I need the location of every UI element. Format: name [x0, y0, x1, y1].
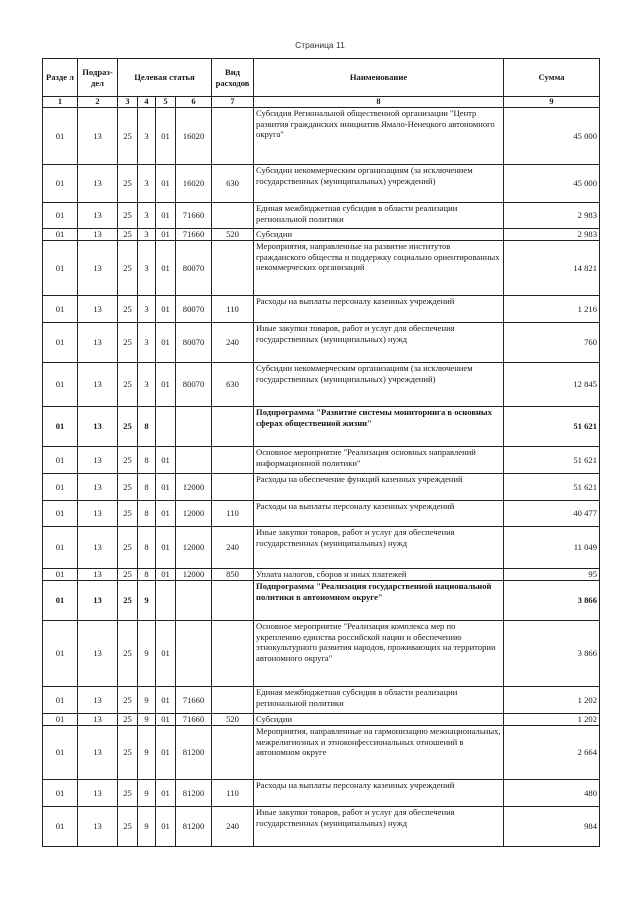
- cell-program: 25: [118, 229, 138, 241]
- cell-naimenovanie: Расходы на выплаты персоналу казенных учреждений: [254, 296, 504, 323]
- cell-subprogram: 3: [138, 229, 156, 241]
- cell-event: 01: [156, 474, 176, 501]
- cell-subprogram: 8: [138, 527, 156, 569]
- cell-direction: 80070: [176, 241, 212, 296]
- cell-vid-rashodov: [212, 687, 254, 714]
- cell-summa: 1 202: [504, 714, 600, 726]
- cell-vid-rashodov: 630: [212, 363, 254, 407]
- cell-podrazdel: 13: [78, 407, 118, 447]
- cell-naimenovanie: Основное мероприятие "Реализация комплекса мер по укреплению единства российской нации и обеспечению этнокультурного развития народов, проживающих на территории автономного округа": [254, 621, 504, 687]
- cell-program: 25: [118, 621, 138, 687]
- cell-subprogram: 3: [138, 363, 156, 407]
- table-row: [43, 687, 600, 714]
- cell-summa: 45 000: [504, 165, 600, 203]
- cell-podrazdel: 13: [78, 527, 118, 569]
- cell-summa: 14 821: [504, 241, 600, 296]
- cell-razdel: 01: [43, 296, 78, 323]
- cell-razdel: 01: [43, 363, 78, 407]
- cell-naimenovanie: Иные закупки товаров, работ и услуг для обеспечения государственных (муниципальных) нужд: [254, 323, 504, 363]
- table-row: [43, 527, 600, 569]
- cell-summa: 51 621: [504, 474, 600, 501]
- cell-naimenovanie: Иные закупки товаров, работ и услуг для обеспечения государственных (муниципальных) нужд: [254, 527, 504, 569]
- budget-table: [42, 58, 600, 847]
- cell-summa: 2 983: [504, 229, 600, 241]
- cell-subprogram: 3: [138, 165, 156, 203]
- cell-vid-rashodov: 110: [212, 296, 254, 323]
- cell-subprogram: 9: [138, 714, 156, 726]
- cell-razdel: 01: [43, 780, 78, 807]
- cell-direction: [176, 581, 212, 621]
- table-row: [43, 621, 600, 687]
- cell-summa: 45 000: [504, 108, 600, 165]
- column-number: 9: [504, 97, 600, 108]
- cell-direction: [176, 621, 212, 687]
- cell-event: 01: [156, 447, 176, 474]
- table-row: [43, 501, 600, 527]
- cell-program: 25: [118, 203, 138, 229]
- cell-podrazdel: 13: [78, 203, 118, 229]
- cell-razdel: 01: [43, 165, 78, 203]
- cell-direction: 16020: [176, 108, 212, 165]
- cell-podrazdel: 13: [78, 296, 118, 323]
- header-summa: Сумма: [504, 59, 600, 97]
- cell-razdel: 01: [43, 407, 78, 447]
- cell-subprogram: 9: [138, 807, 156, 847]
- cell-subprogram: 9: [138, 780, 156, 807]
- cell-program: 25: [118, 474, 138, 501]
- cell-direction: 81200: [176, 807, 212, 847]
- cell-razdel: 01: [43, 581, 78, 621]
- table-row: [43, 714, 600, 726]
- cell-naimenovanie: Субсидии: [254, 714, 504, 726]
- cell-subprogram: 8: [138, 569, 156, 581]
- cell-program: 25: [118, 687, 138, 714]
- cell-naimenovanie: Иные закупки товаров, работ и услуг для обеспечения государственных (муниципальных) нужд: [254, 807, 504, 847]
- header-naimenovanie: Наименование: [254, 59, 504, 97]
- cell-razdel: 01: [43, 241, 78, 296]
- cell-subprogram: 3: [138, 323, 156, 363]
- cell-naimenovanie: Основное мероприятие "Реализация основных направлений информационной политики": [254, 447, 504, 474]
- cell-vid-rashodov: 240: [212, 323, 254, 363]
- cell-summa: 51 621: [504, 407, 600, 447]
- cell-event: 01: [156, 569, 176, 581]
- cell-summa: 51 621: [504, 447, 600, 474]
- table-row: [43, 203, 600, 229]
- cell-vid-rashodov: 520: [212, 229, 254, 241]
- cell-vid-rashodov: [212, 241, 254, 296]
- cell-vid-rashodov: [212, 726, 254, 780]
- cell-naimenovanie: Расходы на обеспечение функций казенных учреждений: [254, 474, 504, 501]
- cell-direction: 71660: [176, 687, 212, 714]
- cell-event: 01: [156, 229, 176, 241]
- column-number: 3: [118, 97, 138, 108]
- cell-vid-rashodov: [212, 407, 254, 447]
- cell-event: 01: [156, 323, 176, 363]
- column-numbers-row: [43, 97, 600, 108]
- table-row: [43, 296, 600, 323]
- cell-naimenovanie: Подпрограмма "Реализация государственной национальной политики в автономном округе": [254, 581, 504, 621]
- cell-summa: 3 866: [504, 581, 600, 621]
- cell-naimenovanie: Единая межбюджетная субсидия в области реализации региональной политики: [254, 203, 504, 229]
- cell-podrazdel: 13: [78, 165, 118, 203]
- cell-razdel: 01: [43, 323, 78, 363]
- column-number: 4: [138, 97, 156, 108]
- cell-direction: 12000: [176, 501, 212, 527]
- cell-podrazdel: 13: [78, 501, 118, 527]
- cell-naimenovanie: Расходы на выплаты персоналу казенных учреждений: [254, 780, 504, 807]
- cell-direction: [176, 407, 212, 447]
- cell-podrazdel: 13: [78, 474, 118, 501]
- table-row: [43, 780, 600, 807]
- cell-program: 25: [118, 165, 138, 203]
- table-row: [43, 474, 600, 501]
- cell-event: 01: [156, 296, 176, 323]
- cell-direction: 12000: [176, 474, 212, 501]
- cell-program: 25: [118, 501, 138, 527]
- cell-razdel: 01: [43, 108, 78, 165]
- cell-summa: 984: [504, 807, 600, 847]
- cell-program: 25: [118, 726, 138, 780]
- table-row: [43, 229, 600, 241]
- cell-program: 25: [118, 241, 138, 296]
- cell-naimenovanie: Уплата налогов, сборов и иных платежей: [254, 569, 504, 581]
- cell-subprogram: 8: [138, 447, 156, 474]
- cell-subprogram: 8: [138, 407, 156, 447]
- cell-event: 01: [156, 807, 176, 847]
- cell-event: [156, 407, 176, 447]
- cell-vid-rashodov: 630: [212, 165, 254, 203]
- cell-podrazdel: 13: [78, 241, 118, 296]
- cell-summa: 3 866: [504, 621, 600, 687]
- cell-podrazdel: 13: [78, 323, 118, 363]
- cell-podrazdel: 13: [78, 687, 118, 714]
- cell-program: 25: [118, 807, 138, 847]
- cell-vid-rashodov: 240: [212, 807, 254, 847]
- cell-subprogram: 8: [138, 474, 156, 501]
- cell-podrazdel: 13: [78, 807, 118, 847]
- table-row: [43, 108, 600, 165]
- cell-subprogram: 9: [138, 687, 156, 714]
- cell-razdel: 01: [43, 203, 78, 229]
- header-celevaya-statya: Целевая статья: [118, 59, 212, 97]
- cell-direction: 81200: [176, 780, 212, 807]
- table-row: [43, 807, 600, 847]
- cell-program: 25: [118, 323, 138, 363]
- cell-naimenovanie: Мероприятия, направленные на развитие институтов гражданского общества и поддержку социально ориентированных некоммерческих организаций: [254, 241, 504, 296]
- column-number: 5: [156, 97, 176, 108]
- cell-razdel: 01: [43, 687, 78, 714]
- cell-summa: 1 202: [504, 687, 600, 714]
- cell-podrazdel: 13: [78, 780, 118, 807]
- cell-direction: 80070: [176, 323, 212, 363]
- cell-naimenovanie: Расходы на выплаты персоналу казенных учреждений: [254, 501, 504, 527]
- cell-program: 25: [118, 363, 138, 407]
- cell-summa: 480: [504, 780, 600, 807]
- cell-vid-rashodov: 850: [212, 569, 254, 581]
- cell-naimenovanie: Субсидии: [254, 229, 504, 241]
- cell-event: 01: [156, 527, 176, 569]
- cell-podrazdel: 13: [78, 714, 118, 726]
- header-podrazdel: Подраз- дел: [78, 59, 118, 97]
- cell-naimenovanie: Субсидии некоммерческим организациям (за исключением государственных (муниципальных) учреждений): [254, 165, 504, 203]
- cell-direction: 16020: [176, 165, 212, 203]
- cell-razdel: 01: [43, 447, 78, 474]
- header-row: [43, 59, 600, 97]
- header-vid-rashodov: Вид расходов: [212, 59, 254, 97]
- cell-program: 25: [118, 569, 138, 581]
- cell-event: 01: [156, 780, 176, 807]
- cell-summa: 95: [504, 569, 600, 581]
- cell-subprogram: 9: [138, 621, 156, 687]
- column-number: 7: [212, 97, 254, 108]
- cell-podrazdel: 13: [78, 229, 118, 241]
- column-number: 8: [254, 97, 504, 108]
- cell-vid-rashodov: [212, 203, 254, 229]
- cell-event: 01: [156, 714, 176, 726]
- header-razdel: Разде л: [43, 59, 78, 97]
- cell-razdel: 01: [43, 569, 78, 581]
- cell-podrazdel: 13: [78, 621, 118, 687]
- column-number: 1: [43, 97, 78, 108]
- cell-razdel: 01: [43, 229, 78, 241]
- cell-razdel: 01: [43, 807, 78, 847]
- table-row: [43, 581, 600, 621]
- table-row: [43, 447, 600, 474]
- table-row: [43, 241, 600, 296]
- cell-vid-rashodov: 110: [212, 780, 254, 807]
- cell-summa: 1 216: [504, 296, 600, 323]
- cell-event: 01: [156, 363, 176, 407]
- column-number: 2: [78, 97, 118, 108]
- cell-vid-rashodov: 110: [212, 501, 254, 527]
- cell-event: 01: [156, 726, 176, 780]
- cell-program: 25: [118, 581, 138, 621]
- cell-vid-rashodov: [212, 474, 254, 501]
- cell-vid-rashodov: 520: [212, 714, 254, 726]
- cell-program: 25: [118, 407, 138, 447]
- cell-event: 01: [156, 165, 176, 203]
- cell-event: [156, 581, 176, 621]
- cell-subprogram: 3: [138, 296, 156, 323]
- table-row: [43, 323, 600, 363]
- cell-summa: 40 477: [504, 501, 600, 527]
- cell-program: 25: [118, 780, 138, 807]
- cell-naimenovanie: Подпрограмма "Развитие системы мониторинга в основных сферах общественной жизни": [254, 407, 504, 447]
- cell-razdel: 01: [43, 527, 78, 569]
- cell-event: 01: [156, 203, 176, 229]
- cell-podrazdel: 13: [78, 581, 118, 621]
- column-number: 6: [176, 97, 212, 108]
- cell-razdel: 01: [43, 621, 78, 687]
- cell-summa: 12 845: [504, 363, 600, 407]
- cell-razdel: 01: [43, 726, 78, 780]
- cell-event: 01: [156, 687, 176, 714]
- cell-program: 25: [118, 527, 138, 569]
- cell-summa: 760: [504, 323, 600, 363]
- cell-podrazdel: 13: [78, 108, 118, 165]
- cell-vid-rashodov: [212, 581, 254, 621]
- table-row: [43, 569, 600, 581]
- cell-razdel: 01: [43, 501, 78, 527]
- cell-direction: 80070: [176, 363, 212, 407]
- cell-subprogram: 9: [138, 581, 156, 621]
- cell-direction: 12000: [176, 527, 212, 569]
- table-row: [43, 363, 600, 407]
- cell-direction: 71660: [176, 714, 212, 726]
- cell-event: 01: [156, 241, 176, 296]
- cell-subprogram: 3: [138, 203, 156, 229]
- cell-summa: 2 983: [504, 203, 600, 229]
- cell-naimenovanie: Субсидии некоммерческим организациям (за исключением государственных (муниципальных) учреждений): [254, 363, 504, 407]
- cell-subprogram: 8: [138, 501, 156, 527]
- cell-podrazdel: 13: [78, 569, 118, 581]
- cell-vid-rashodov: 240: [212, 527, 254, 569]
- table-row: [43, 407, 600, 447]
- cell-naimenovanie: Единая межбюджетная субсидия в области реализации региональной политики: [254, 687, 504, 714]
- cell-podrazdel: 13: [78, 447, 118, 474]
- page-number: Страница 11: [295, 40, 345, 50]
- cell-event: 01: [156, 501, 176, 527]
- cell-razdel: 01: [43, 714, 78, 726]
- cell-podrazdel: 13: [78, 363, 118, 407]
- table-body: [43, 108, 600, 847]
- cell-program: 25: [118, 296, 138, 323]
- cell-vid-rashodov: [212, 447, 254, 474]
- cell-program: 25: [118, 714, 138, 726]
- cell-event: 01: [156, 621, 176, 687]
- cell-vid-rashodov: [212, 108, 254, 165]
- cell-summa: 11 049: [504, 527, 600, 569]
- cell-subprogram: 9: [138, 726, 156, 780]
- table-row: [43, 726, 600, 780]
- cell-direction: 80070: [176, 296, 212, 323]
- cell-program: 25: [118, 108, 138, 165]
- cell-vid-rashodov: [212, 621, 254, 687]
- cell-summa: 2 664: [504, 726, 600, 780]
- cell-naimenovanie: Субсидия Региональной общественной организации "Центр развития гражданских инициатив Ямало-Ненецкого автономного округа": [254, 108, 504, 165]
- cell-razdel: 01: [43, 474, 78, 501]
- cell-podrazdel: 13: [78, 726, 118, 780]
- cell-event: 01: [156, 108, 176, 165]
- cell-direction: 12000: [176, 569, 212, 581]
- cell-subprogram: 3: [138, 108, 156, 165]
- cell-direction: 71660: [176, 229, 212, 241]
- cell-program: 25: [118, 447, 138, 474]
- cell-direction: [176, 447, 212, 474]
- cell-direction: 81200: [176, 726, 212, 780]
- cell-subprogram: 3: [138, 241, 156, 296]
- cell-naimenovanie: Мероприятия, направленные на гармонизацию межнациональных, межрелигиозных и этноконфессиональных отношений в автономном округе: [254, 726, 504, 780]
- cell-direction: 71660: [176, 203, 212, 229]
- table-row: [43, 165, 600, 203]
